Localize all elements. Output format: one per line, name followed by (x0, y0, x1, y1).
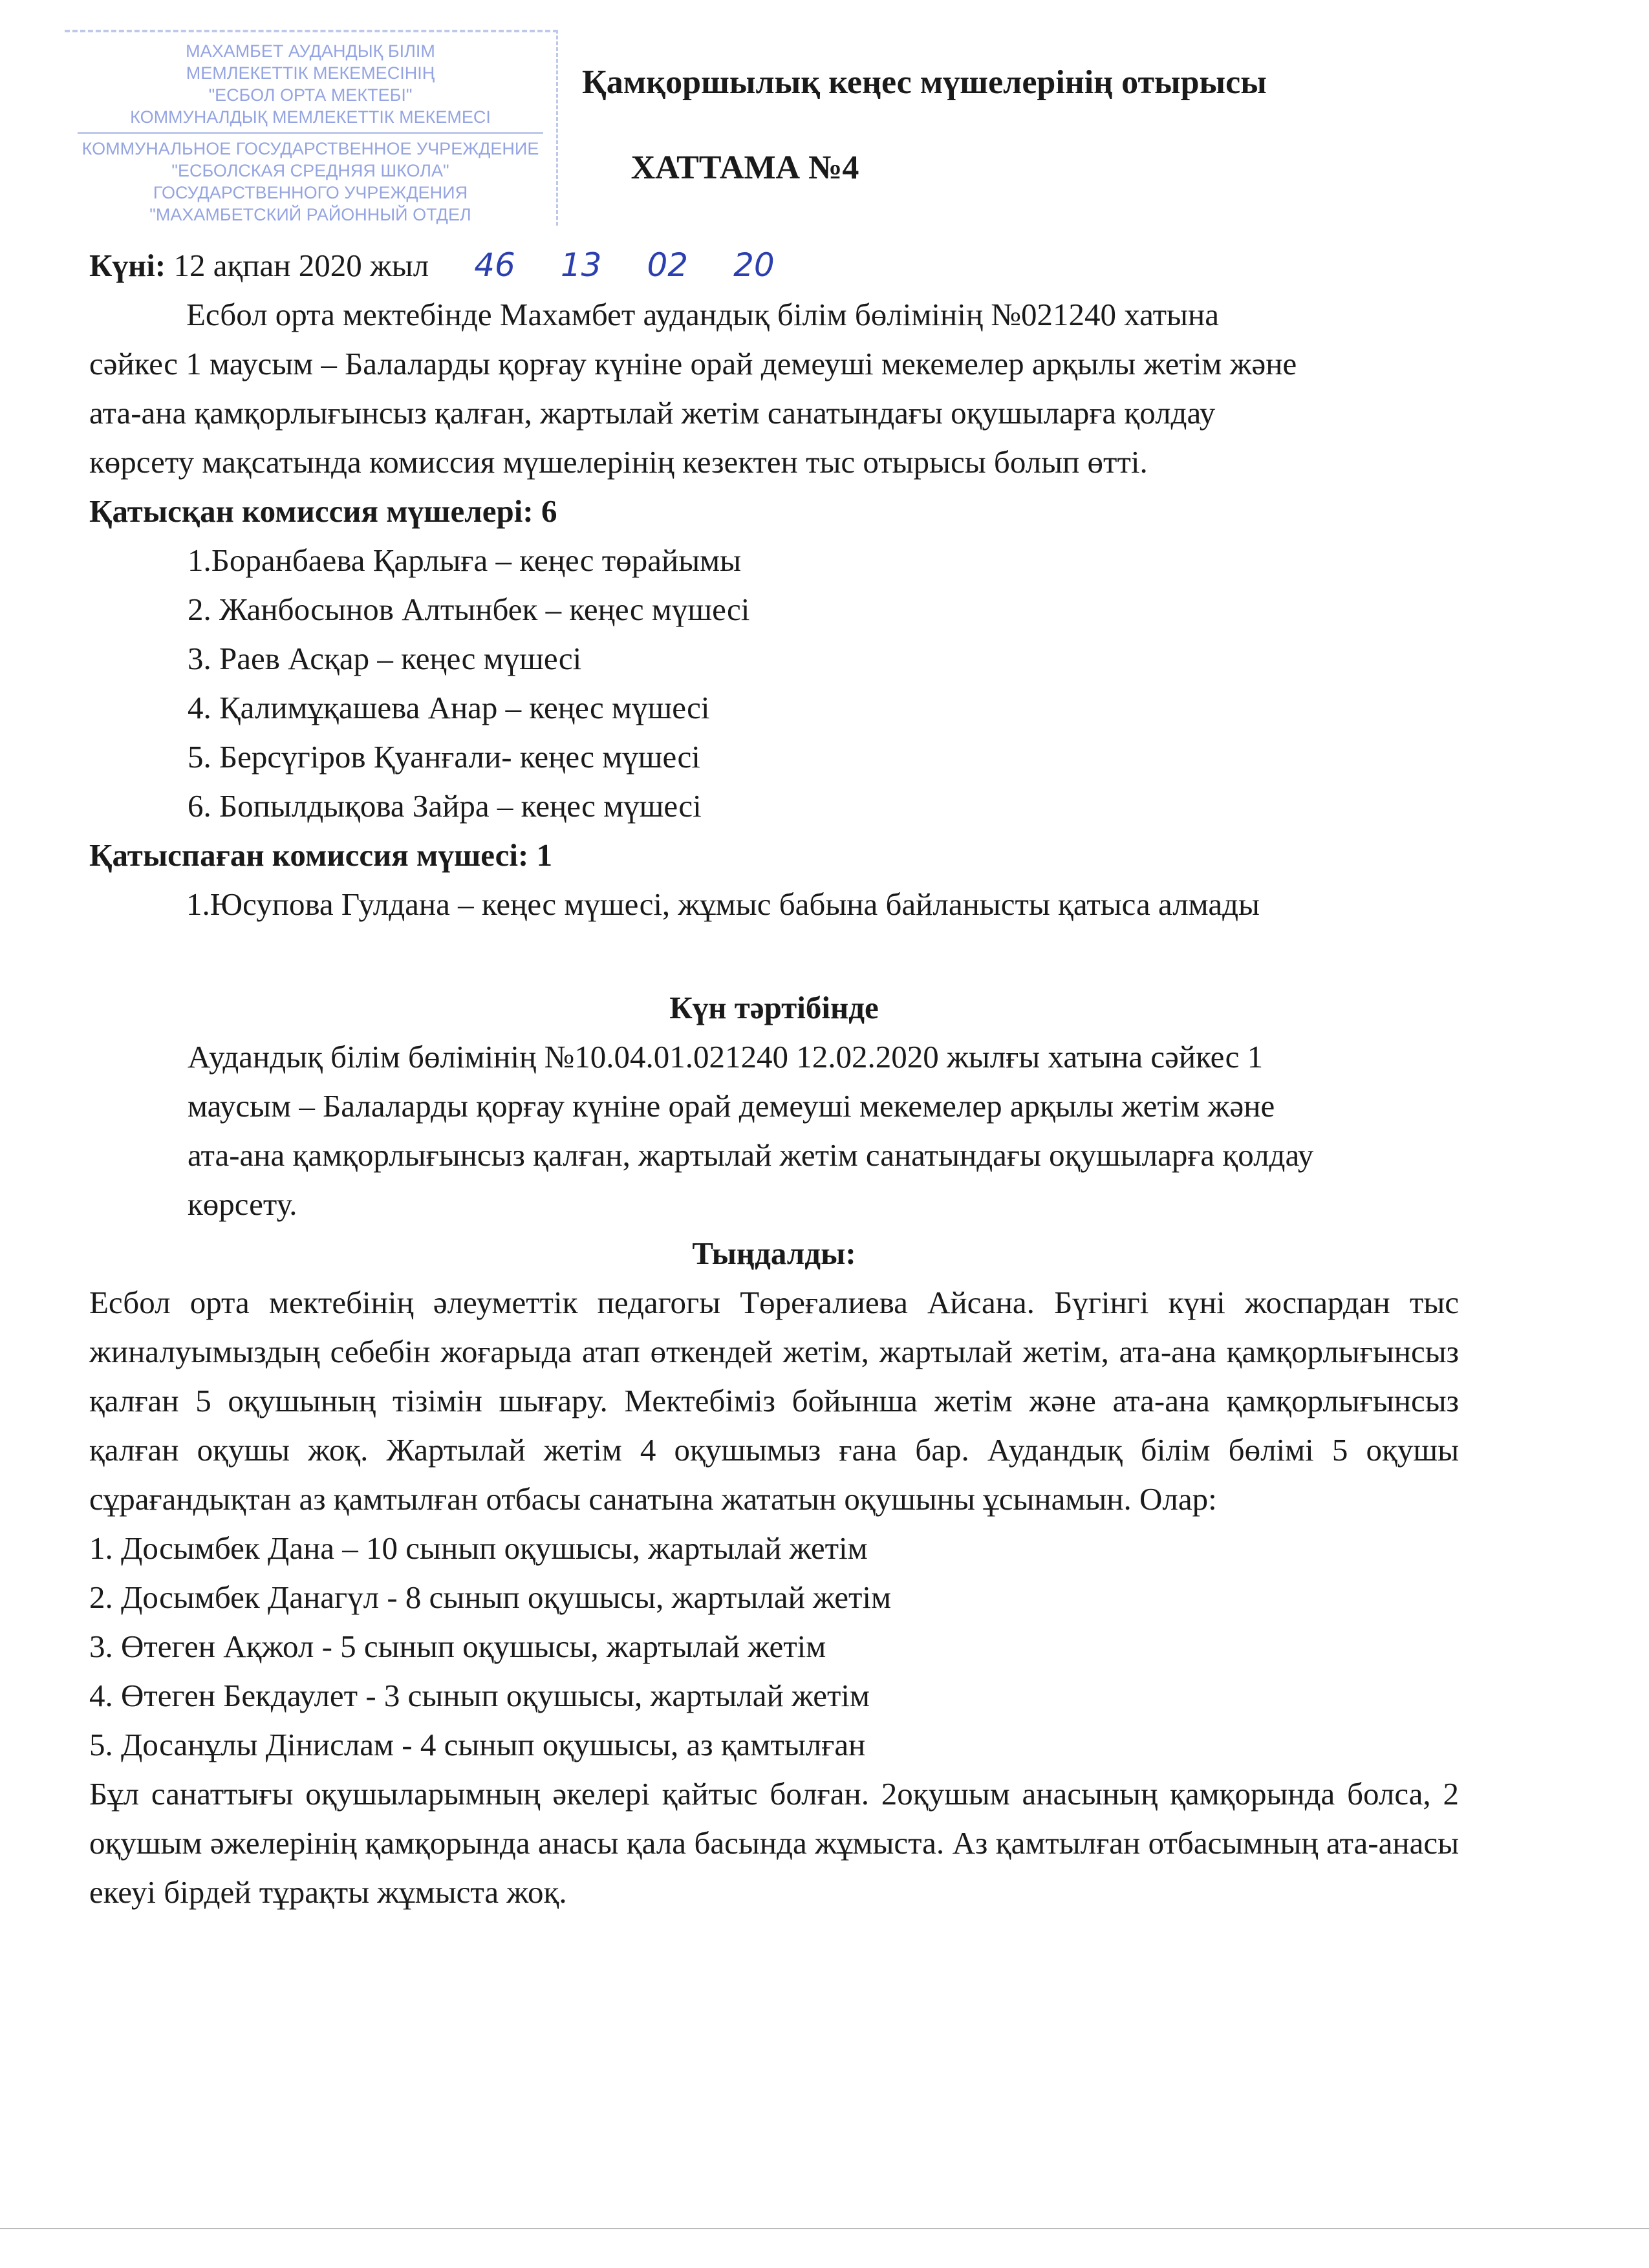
student-item: 2. Досымбек Данагүл - 8 сынып оқушысы, жартылай жетім (89, 1579, 892, 1615)
stamp-line: КОММУНАЛЬНОЕ ГОСУДАРСТВЕННОЕ УЧРЕЖДЕНИЕ (81, 139, 539, 158)
member-item: 3. Раев Асқар – кеңес мүшесі (188, 641, 582, 676)
stamp-line: "МАХАМБЕТСКИЙ РАЙОННЫЙ ОТДЕЛ (149, 205, 471, 224)
stamp-line: ГОСУДАРСТВЕННОГО УЧРЕЖДЕНИЯ (153, 183, 468, 202)
member-item: 4. Қалимұқашева Анар – кеңес мүшесі (188, 690, 710, 725)
agenda-heading: Күн тәртібінде (669, 990, 879, 1025)
handwritten-number: 46 (474, 246, 515, 284)
scan-edge (0, 2228, 1649, 2229)
student-item: 4. Өтеген Бекдаулет - 3 сынып оқушысы, жартылай жетім (89, 1678, 870, 1713)
absent-member-item: 1.Юсупова Гулдана – кеңес мүшесі, жұмыс бабына байланысты қатыса алмады (186, 886, 1260, 922)
handwritten-month: 02 (647, 246, 689, 284)
present-heading: Қатысқан комиссия мүшелері: 6 (89, 493, 557, 529)
member-item: 5. Берсүгіров Қуанғали- кеңес мүшесі (188, 739, 700, 775)
handwritten-year: 20 (733, 246, 775, 284)
absent-heading: Қатыспаған комиссия мүшесі: 1 (89, 837, 553, 873)
stamp-line: "ЕСБОЛСКАЯ СРЕДНЯЯ ШКОЛА" (171, 161, 449, 180)
protocol-number: ХАТТАМА №4 (630, 149, 859, 186)
member-item: 2. Жанбосынов Алтынбек – кеңес мүшесі (188, 592, 750, 627)
member-item: 1.Боранбаева Қарлыға – кеңес төрайымы (188, 542, 742, 578)
closing-text: Бұл санаттығы оқушыларымның әкелері қайтыс болған. 2оқушым анасының қамқорында болса, 2 оқушым әжелерінің қамқорында анасы қала басында жұмыста. Аз қамтылған отбасымның ата-анасы екеуі бірдей тұрақты жұмыста жоқ. (89, 1776, 1459, 1910)
stamp-line: "ЕСБОЛ ОРТА МЕКТЕБІ" (208, 85, 413, 105)
date-value: 12 ақпан 2020 жыл (166, 248, 429, 283)
intro-paragraph: Есбол орта мектебінде Махамбет аудандық білім бөлімінің №021240 хатына сәйкес 1 маусым – Балаларды қорғау күніне орай демеуші мекемелер арқылы жетім және ата-ана қамқорлығынсыз қалған, жартылай жетім санатындағы оқушыларға қолдау көрсету мақсатында комиссия мүшелерінің кезектен тыс отырысы болып өтті. (89, 297, 1297, 480)
heard-text: Есбол орта мектебінің әлеуметтік педагогы Төреғалиева Айсана. Бүгінгі күні жоспардан тыс жиналуымыздың себебін жоғарыда атап өткендей жетім, жартылай жетім, ата-ана қамқорлығынсыз қалған 5 оқушының тізімін шығару. Мектебіміз бойынша жетім және ата-ана қамқорлығынсыз қалған оқушы жоқ. Жартылай жетім 4 оқушымыз ғана бар. Аудандық білім бөлімі 5 оқушы сұрағандықтан аз қамтылған отбасы санатына жататын оқушыны ұсынамын. Олар: (89, 1285, 1459, 1517)
date-label: Күні: (89, 248, 166, 283)
member-item: 6. Бопылдықова Зайра – кеңес мүшесі (188, 788, 702, 824)
stamp-line: МАХАМБЕТ АУДАНДЫҚ БІЛІМ (186, 41, 435, 61)
stamp-line: КОММУНАЛДЫҚ МЕМЛЕКЕТТІК МЕКЕМЕСІ (130, 107, 491, 127)
document-body (89, 58, 1459, 1917)
handwritten-day: 13 (560, 246, 602, 284)
heard-heading: Тыңдалды: (692, 1236, 856, 1271)
student-item: 5. Досанұлы Дінислам - 4 сынып оқушысы, аз қамтылған (89, 1727, 866, 1762)
student-item: 1. Досымбек Дана – 10 сынып оқушысы, жартылай жетім (89, 1530, 868, 1566)
stamp-line: МЕМЛЕКЕТТІК МЕКЕМЕСІНІҢ (186, 63, 435, 83)
document-title: Қамқоршылық кеңес мүшелерінің отырысы (582, 64, 1267, 101)
agenda-text: Аудандық білім бөлімінің №10.04.01.021240 12.02.2020 жылғы хатына сәйкес 1 маусым – Балаларды қорғау күніне орай демеуші мекемелер арқылы жетім және ата-ана қамқорлығынсыз қалған, жартылай жетім санатындағы оқушыларға қолдау көрсету. (188, 1039, 1314, 1222)
meeting-date (89, 241, 1459, 290)
student-item: 3. Өтеген Ақжол - 5 сынып оқушысы, жартылай жетім (89, 1629, 826, 1664)
